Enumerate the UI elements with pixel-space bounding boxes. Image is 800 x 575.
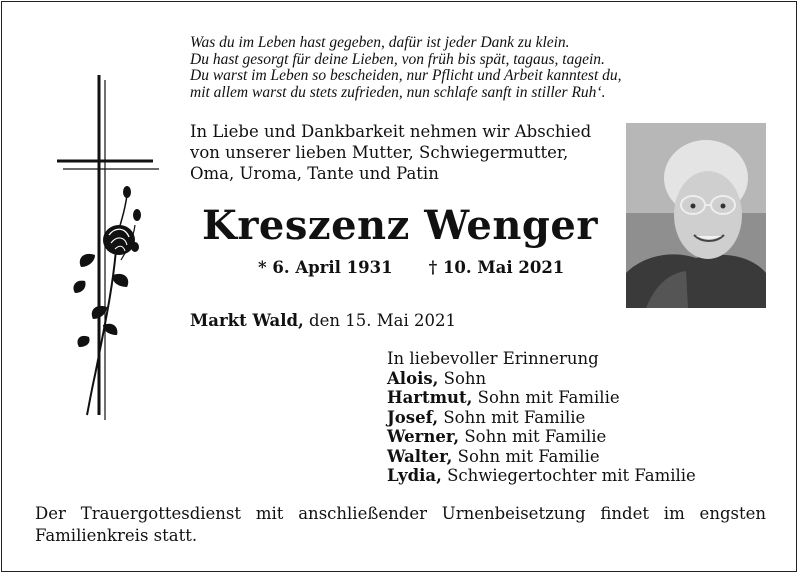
- place-date-line: [190, 311, 456, 330]
- mourner-name: Hartmut,: [387, 388, 473, 407]
- mourner-name: Walter,: [387, 446, 453, 466]
- mourners-heading: In liebevoller Erinnerung: [387, 349, 599, 368]
- poem: [190, 35, 750, 101]
- mourner-name: Alois,: [387, 368, 439, 388]
- mourner-relation: Sohn mit Familie: [459, 427, 607, 446]
- list-item: [387, 427, 767, 447]
- list-item: [387, 408, 767, 428]
- list-item: [387, 447, 767, 467]
- portrait-photo: [626, 123, 766, 308]
- mourner-name: Josef,: [387, 407, 439, 427]
- intro-line: In Liebe und Dankbarkeit nehmen wir Abschied: [190, 122, 592, 141]
- life-dates: [258, 258, 565, 277]
- mourner-relation: Sohn: [438, 368, 487, 388]
- poem-line: mit allem warst du stets zufrieden, nun schlafe sanft in stiller Ruh‘.: [190, 83, 606, 101]
- mourner-relation: Schwiegertochter mit Familie: [441, 466, 696, 485]
- poem-line: Was du im Leben hast gegeben, dafür ist jeder Dank zu klein.: [190, 34, 570, 51]
- place: Markt Wald,: [190, 311, 304, 330]
- mourner-relation: Sohn mit Familie: [452, 446, 600, 466]
- notice-date: den 15. Mai 2021: [303, 311, 456, 330]
- mourner-relation: Sohn mit Familie: [438, 407, 586, 427]
- list-item: [387, 466, 767, 486]
- deceased-name: Kreszenz Wenger: [202, 202, 598, 249]
- birth-date: * 6. April 1931: [258, 258, 393, 277]
- list-item: [387, 388, 767, 408]
- mourner-name: Lydia,: [387, 466, 442, 485]
- mourner-name: Werner,: [387, 427, 460, 446]
- intro-text: [190, 121, 620, 184]
- poem-line: Du warst im Leben so bescheiden, nur Pflicht und Arbeit kanntest du,: [190, 67, 622, 84]
- intro-line: von unserer lieben Mutter, Schwiegermutter,: [190, 143, 569, 162]
- mourner-relation: Sohn mit Familie: [472, 388, 620, 407]
- intro-line: Oma, Uroma, Tante und Patin: [190, 164, 439, 183]
- cross-with-rose-icon: [55, 75, 165, 420]
- mourners-list: [387, 349, 767, 486]
- death-date: † 10. Mai 2021: [428, 258, 565, 277]
- list-item: [387, 369, 767, 389]
- service-note: Der Trauergottesdienst mit anschließender Urnenbeisetzung findet im engsten Familienkreis statt.: [35, 504, 766, 545]
- poem-line: Du hast gesorgt für deine Lieben, von früh bis spät, tagaus, tagein.: [190, 50, 605, 68]
